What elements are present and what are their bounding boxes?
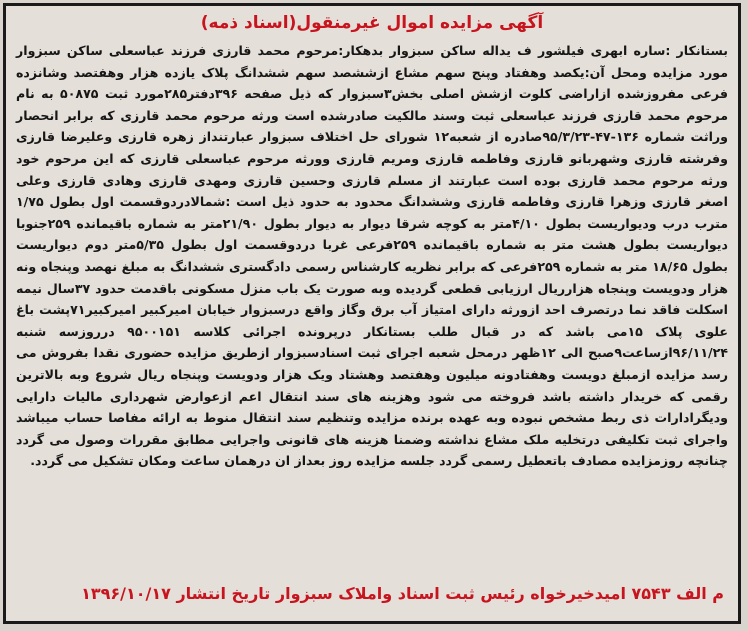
notice-body-text: بستانکار :ساره ابهری فیلشور ف یداله ساکن سبزوار بدهکار:مرحوم محمد قارزی فرزند عباسعلی ساکن سبزوار مورد مزایده ومحل آن:یکصد وهفتاد وپنج سهم مشاع ازششصد سهم ششدانگ پلاک یازده هزار وهفتصد وشانزده فرعی مفروزشده ازاراضی کلوت ازشش اصلی بخش۳سبزوار که ذیل صفحه ۳۹۶دفتر۲۸۵مورد ثبت ۵۰۸۷۵ به نام مرحوم محمد قارزی فرزند عباسعلی ثبت وسند مالکیت صادرشده است ورثه مرحوم محمد قارزی که برابر انحصار وراثت شماره ۱۳۶-۴۷-۹۵/۳/۲۳صادره از شعبه۱۲ شورای حل اختلاف سبزوار عبارتنداز زهره قارزی وعلیرضا قارزی وفرشته قارزی وشهربانو قارزی وفاطمه قارزی ومریم قارزی وورثه مرحوم عباسعلی قارزی که این مرحوم خود ورثه مرحوم محمد قارزی بوده است عبارتند از مسلم قارزی وحسین قارزی ومهدی قارزی وهادی قارزی وعلی اصغر قارزی وزهرا قارزی وفاطمه قارزی وششدانگ محدود به حدود ذیل است :شمالادردوقسمت اول بطول ۱/۷۵ مترب درب ودیواریست بطول ۴/۱۰متر به کوچه شرقا دیوار به دیوار بطول ۲۱/۹۰متر به شماره باقیمانده ۲۵۹جنوبا دیواریست بطول هشت متر به شماره باقیمانده ۲۵۹فرعی غربا دردوقسمت اول بطول ۵/۳۵متر دوم دیواریست بطول ۱۸/۶۵ متر به شماره ۲۵۹فرعی که برابر نظریه کارشناس رسمی دادگستری ششدانگ به مبلغ نهصد وپنجاه ونه هزار ودویست وپنجاه هزارریال ارزیابی قطعی گردیده وبه صورت یک باب منزل مسکونی باقدمت حدود ۳۷سال نیمه اسکلت فاقد نما درتصرف احد ازورثه دارای امتیاز آب برق وگاز واقع درسبزوار خیابان امیرکبیر امیرکبیر۷۱پشت باغ علوی پلاک ۱۵می باشد که در قبال طلب بستانکار درپرونده اجرائی کلاسه ۹۵۰۰۱۵۱ درروزسه شنبه ۹۶/۱۱/۲۴ازساعت۹صبح الی ۱۲ظهر درمحل شعبه اجرای ثبت اسنادسبزوار ازطریق مزایده حضوری نقدا بفروش می رسد مزایده ازمبلغ دویست وهفتادونه میلیون وهفتصد وهشتاد ویک هزار ودویست وپنجاه ریال شروع وبه بالاترین رقمی که خریدار داشته باشد فروخته می شود وهزینه های سند انتقال اعم ازعوارض شهرداری مالیات دارایی ودیگرادارات ذی ربط مشخص نبوده وبه عهده برنده مزایده وتنظیم سند انتقال منوط به ارائه مفاصا حساب میباشد واجرای ثبت تکلیفی درتخلیه ملک مشاع نداشته وضمنا هزینه های قانونی واجرایی مطابق مقررات وصول می گردد چنانچه روزمزایده مصادف باتعطیل رسمی گردد جلسه مزایده روز بعداز ان درهمان ساعت ومکان تشکیل می گردد. — [16, 43, 729, 469]
notice-frame — [3, 3, 741, 624]
notice-body — [16, 40, 728, 575]
notice-title: آگهی مزایده اموال غیرمنقول(اسناد ذمه) — [200, 13, 544, 33]
notice-footer: م الف ۷۵۴۳ امیدخیرخواه رئیس ثبت اسناد واملاک سبزوار تاریخ انتشار ۱۳۹۶/۱۰/۱۷ — [81, 584, 724, 603]
